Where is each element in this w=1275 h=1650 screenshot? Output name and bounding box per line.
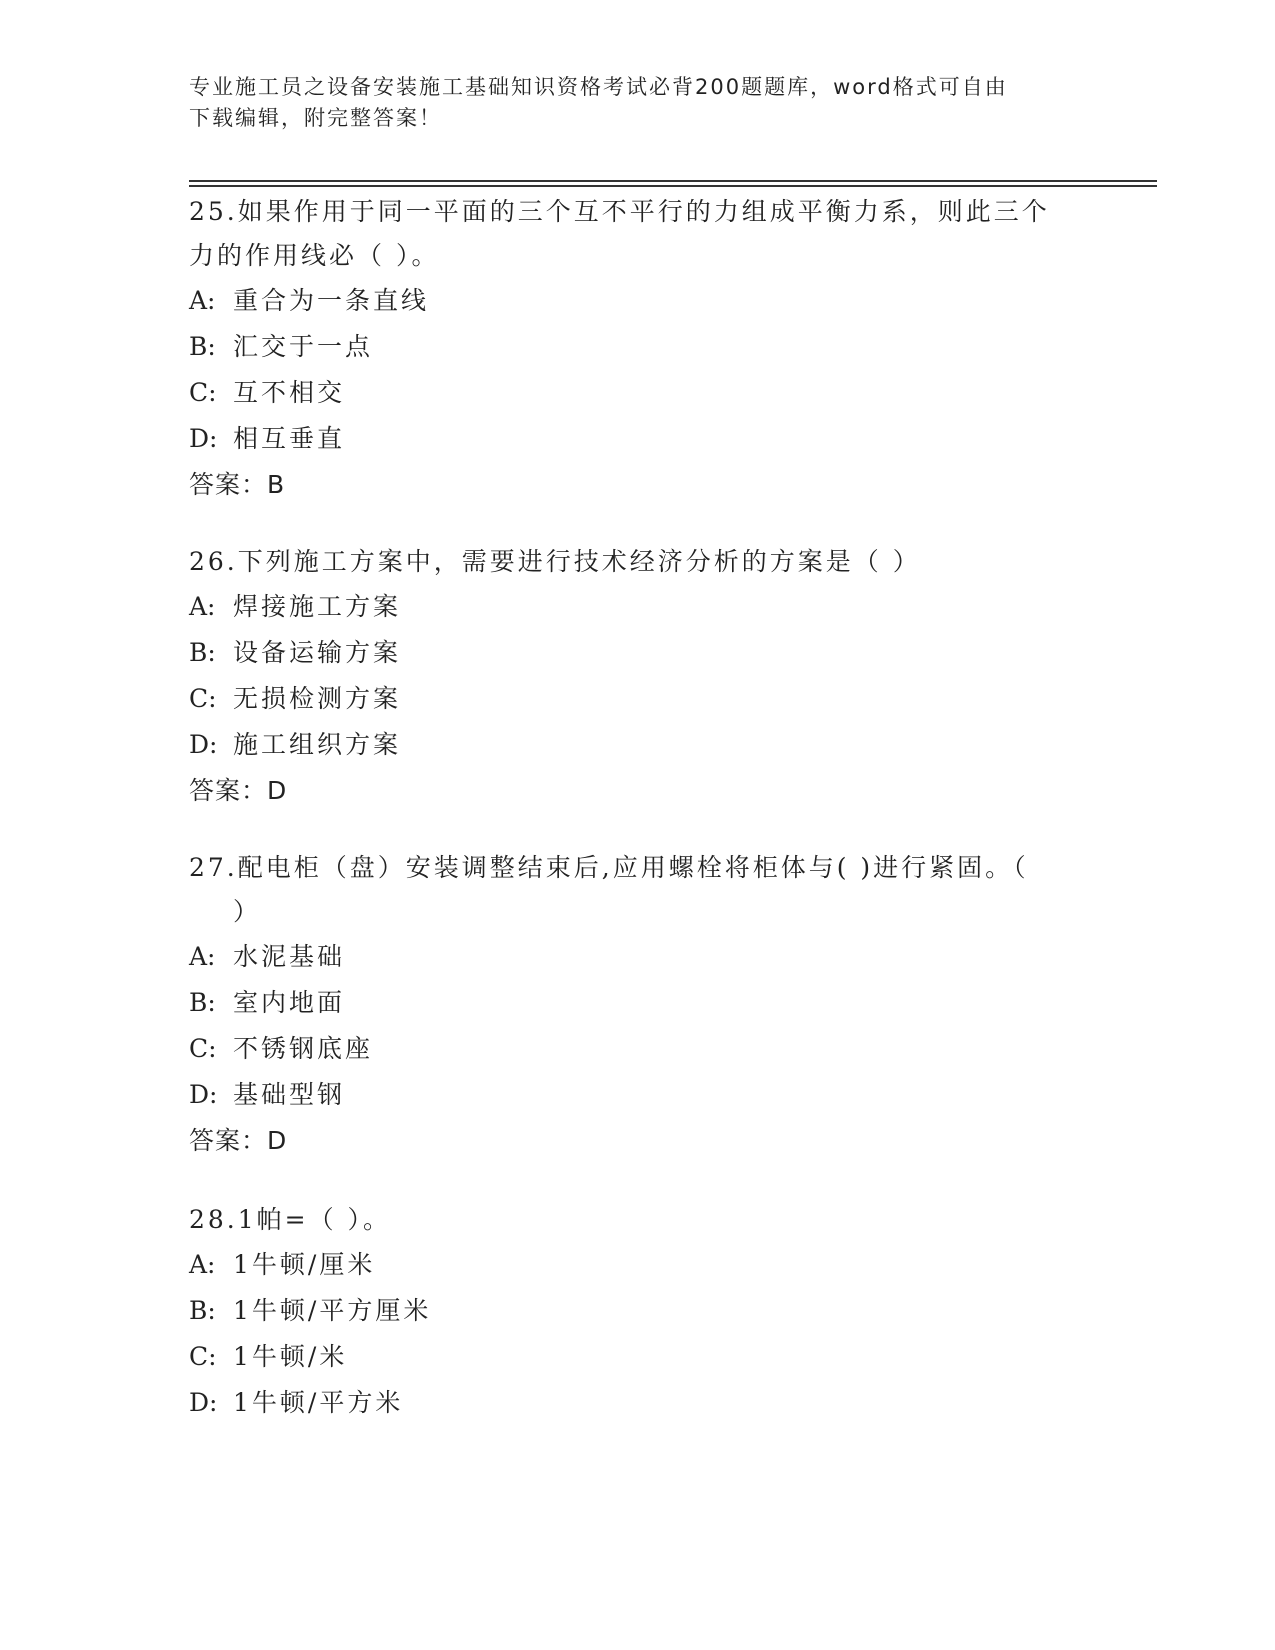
option-letter: C: (189, 1342, 217, 1371)
question-stem-line-1: 27.配电柜（盘）安装调整结束后,应用螺栓将柜体与( )进行紧固。（ (189, 853, 1029, 882)
option-letter: B: (189, 332, 216, 361)
option-text: 焊接施工方案 (233, 592, 402, 621)
document-header (189, 72, 1069, 134)
option-text: 水泥基础 (233, 942, 346, 971)
option-text: 无损检测方案 (233, 684, 402, 713)
option-text: 汇交于一点 (233, 332, 374, 361)
header-divider-top (189, 180, 1157, 182)
answer-line: 答案：B (189, 470, 286, 499)
answer-line: 答案：D (189, 776, 288, 805)
option-letter: B: (189, 1296, 216, 1325)
option-text: 施工组织方案 (233, 730, 402, 759)
option-letter: D: (189, 1080, 218, 1109)
question-stem-line-2: 力的作用线必（ ）。 (189, 241, 440, 270)
option-d (189, 1380, 1089, 1426)
question-stem-line-1: 28.1帕=（ ）。 (189, 1205, 392, 1234)
option-letter: C: (189, 684, 217, 713)
option-letter: C: (189, 1034, 217, 1063)
answer-line: 答案：D (189, 1126, 288, 1155)
option-letter: A: (189, 1250, 216, 1279)
option-letter: C: (189, 378, 217, 407)
option-letter: B: (189, 638, 216, 667)
option-letter: D: (189, 730, 218, 759)
option-text: 重合为一条直线 (233, 286, 430, 315)
option-a (189, 1242, 1089, 1288)
question-25 (189, 190, 1089, 508)
option-letter: B: (189, 988, 216, 1017)
option-text: 室内地面 (233, 988, 346, 1017)
option-letter: A: (189, 942, 216, 971)
header-line-1: 专业施工员之设备安装施工基础知识资格考试必背200题题库，word格式可自由 (189, 75, 1008, 99)
option-a (189, 278, 1089, 324)
question-28 (189, 1198, 1089, 1426)
question-26 (189, 540, 1089, 814)
option-text: 1牛顿/平方厘米 (233, 1296, 432, 1325)
option-text: 不锈钢底座 (233, 1034, 374, 1063)
option-a (189, 934, 1089, 980)
option-d (189, 416, 1089, 462)
option-b (189, 1288, 1089, 1334)
option-letter: D: (189, 424, 218, 453)
question-stem-line-1: 25.如果作用于同一平面的三个互不平行的力组成平衡力系，则此三个 (189, 197, 1050, 226)
option-b (189, 630, 1089, 676)
header-line-2: 下载编辑，附完整答案！ (189, 106, 442, 130)
header-divider-bottom (189, 185, 1157, 187)
option-letter: A: (189, 592, 216, 621)
question-stem-line-2: ） (233, 897, 262, 926)
question-stem-line-1: 26.下列施工方案中，需要进行技术经济分析的方案是（ ） (189, 547, 921, 576)
option-c (189, 676, 1089, 722)
question-27 (189, 846, 1089, 1164)
option-letter: D: (189, 1388, 218, 1417)
option-c (189, 370, 1089, 416)
option-d (189, 722, 1089, 768)
option-a (189, 584, 1089, 630)
option-text: 基础型钢 (233, 1080, 346, 1109)
option-b (189, 324, 1089, 370)
option-text: 1牛顿/平方米 (233, 1388, 404, 1417)
option-text: 互不相交 (233, 378, 346, 407)
option-text: 相互垂直 (233, 424, 346, 453)
option-d (189, 1072, 1089, 1118)
option-b (189, 980, 1089, 1026)
option-letter: A: (189, 286, 216, 315)
option-text: 1牛顿/厘米 (233, 1250, 376, 1279)
option-c (189, 1026, 1089, 1072)
option-text: 设备运输方案 (233, 638, 402, 667)
option-c (189, 1334, 1089, 1380)
option-text: 1牛顿/米 (233, 1342, 348, 1371)
